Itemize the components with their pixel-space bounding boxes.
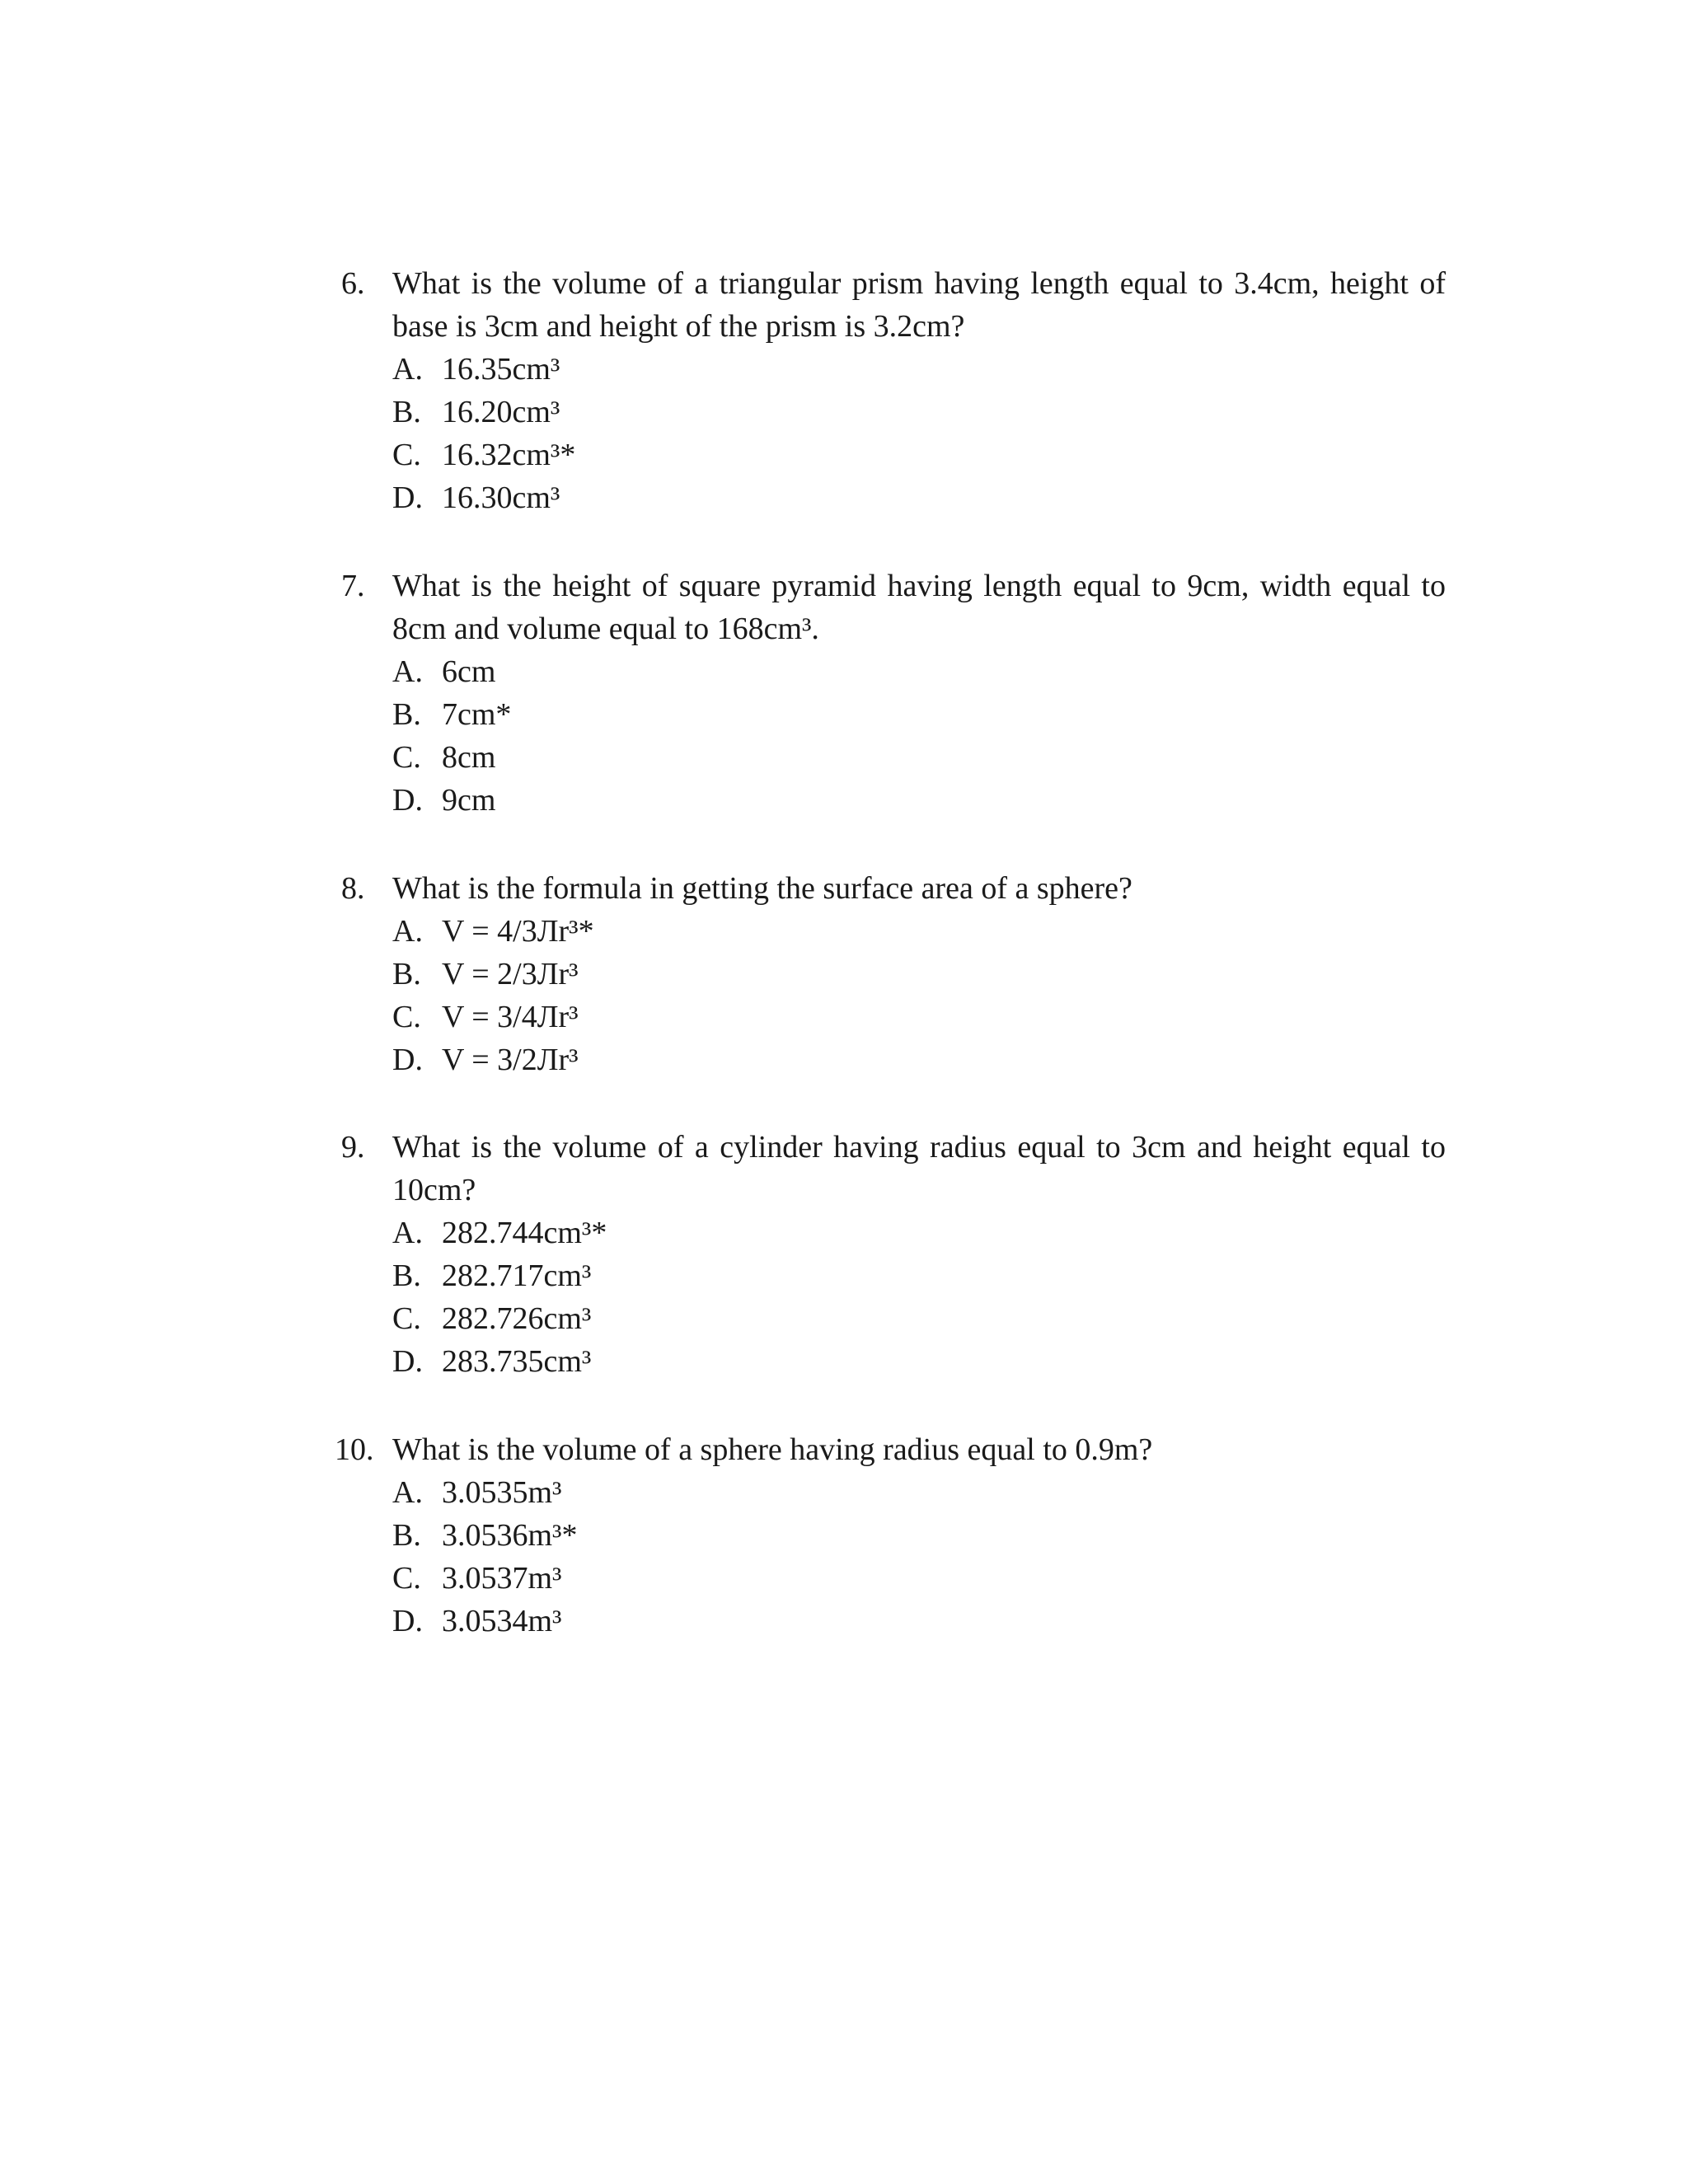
option-b bbox=[341, 953, 1446, 996]
question-6 bbox=[341, 262, 1446, 519]
option-text: V = 3/2Лr³ bbox=[442, 1043, 579, 1077]
option-letter: D. bbox=[392, 1043, 423, 1077]
option-b bbox=[341, 1514, 1446, 1557]
option-c bbox=[341, 434, 1446, 476]
option-letter: D. bbox=[392, 783, 423, 818]
option-d bbox=[341, 476, 1446, 519]
question-number: 9. bbox=[341, 1130, 365, 1165]
question-text: What is the volume of a cylinder having radius equal to 3cm and height equal to 10cm? bbox=[392, 1130, 1446, 1207]
option-text: V = 3/4Лr³ bbox=[442, 1000, 579, 1034]
option-letter: C. bbox=[392, 438, 421, 472]
answer-options bbox=[341, 650, 1446, 822]
question-10 bbox=[335, 1428, 1446, 1643]
option-text: 16.20cm³ bbox=[442, 395, 560, 429]
question-number: 7. bbox=[341, 569, 365, 603]
question-number: 6. bbox=[341, 266, 365, 301]
option-c bbox=[341, 996, 1446, 1038]
option-letter: B. bbox=[392, 1258, 421, 1293]
option-letter: C. bbox=[392, 1000, 421, 1034]
option-a bbox=[341, 650, 1446, 693]
option-text: 3.0535m³ bbox=[442, 1475, 562, 1510]
answer-options bbox=[341, 348, 1446, 519]
option-letter: D. bbox=[392, 1344, 423, 1379]
option-c bbox=[341, 1557, 1446, 1600]
option-c bbox=[341, 736, 1446, 779]
option-text: 3.0536m³* bbox=[442, 1518, 578, 1553]
option-letter: A. bbox=[392, 1216, 423, 1250]
option-text: 282.744cm³* bbox=[442, 1216, 607, 1250]
option-letter: C. bbox=[392, 740, 421, 775]
option-letter: D. bbox=[392, 1604, 423, 1638]
option-letter: D. bbox=[392, 480, 423, 515]
question-stem bbox=[341, 1126, 1446, 1212]
question-text: What is the height of square pyramid having length equal to 9cm, width equal to 8cm and volume equal to 168cm³. bbox=[392, 569, 1446, 646]
option-a bbox=[341, 348, 1446, 391]
option-letter: A. bbox=[392, 654, 423, 689]
option-letter: C. bbox=[392, 1301, 421, 1336]
question-7 bbox=[341, 565, 1446, 822]
option-text: 3.0534m³ bbox=[442, 1604, 562, 1638]
question-text: What is the volume of a triangular prism having length equal to 3.4cm, height of base is 3cm and height of the prism is 3.2cm? bbox=[392, 266, 1446, 344]
option-b bbox=[341, 391, 1446, 434]
option-letter: C. bbox=[392, 1561, 421, 1596]
question-number: 10. bbox=[335, 1432, 374, 1467]
question-stem bbox=[341, 565, 1446, 650]
option-letter: B. bbox=[392, 957, 421, 991]
option-c bbox=[341, 1297, 1446, 1340]
option-text: 282.726cm³ bbox=[442, 1301, 592, 1336]
option-a bbox=[341, 910, 1446, 953]
option-letter: B. bbox=[392, 1518, 421, 1553]
option-text: 6cm bbox=[442, 654, 496, 689]
option-letter: A. bbox=[392, 352, 423, 387]
option-b bbox=[341, 693, 1446, 736]
option-text: 3.0537m³ bbox=[442, 1561, 562, 1596]
question-number: 8. bbox=[341, 871, 365, 906]
answer-options bbox=[341, 1471, 1446, 1643]
question-stem bbox=[341, 262, 1446, 348]
option-text: 283.735cm³ bbox=[442, 1344, 592, 1379]
answer-options bbox=[341, 910, 1446, 1081]
option-text: 9cm bbox=[442, 783, 496, 818]
option-text: 16.35cm³ bbox=[442, 352, 560, 387]
question-stem bbox=[341, 867, 1446, 910]
option-d bbox=[341, 1600, 1446, 1643]
option-letter: B. bbox=[392, 395, 421, 429]
option-letter: A. bbox=[392, 1475, 423, 1510]
question-9 bbox=[341, 1126, 1446, 1383]
option-b bbox=[341, 1254, 1446, 1297]
option-letter: A. bbox=[392, 914, 423, 949]
option-text: V = 2/3Лr³ bbox=[442, 957, 579, 991]
answer-options bbox=[341, 1212, 1446, 1383]
option-d bbox=[341, 1340, 1446, 1383]
option-a bbox=[341, 1471, 1446, 1514]
option-text: V = 4/3Лr³* bbox=[442, 914, 594, 949]
question-text: What is the volume of a sphere having radius equal to 0.9m? bbox=[392, 1432, 1153, 1467]
option-letter: B. bbox=[392, 697, 421, 732]
option-text: 282.717cm³ bbox=[442, 1258, 592, 1293]
option-text: 16.32cm³* bbox=[442, 438, 576, 472]
option-a bbox=[341, 1212, 1446, 1254]
question-stem bbox=[335, 1428, 1446, 1471]
option-d bbox=[341, 779, 1446, 822]
option-text: 8cm bbox=[442, 740, 496, 775]
question-8 bbox=[341, 867, 1446, 1081]
question-text: What is the formula in getting the surface area of a sphere? bbox=[392, 871, 1132, 906]
option-text: 7cm* bbox=[442, 697, 512, 732]
option-d bbox=[341, 1038, 1446, 1081]
option-text: 16.30cm³ bbox=[442, 480, 560, 515]
